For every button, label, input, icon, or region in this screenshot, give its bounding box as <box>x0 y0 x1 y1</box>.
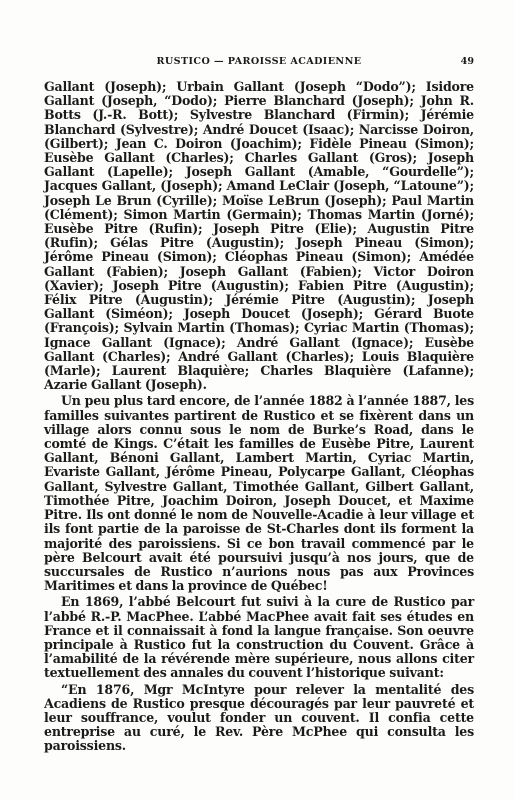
page-body <box>44 80 474 754</box>
page-header <box>44 56 474 72</box>
paragraph-macphee: En 1869, l’abbé Belcourt fut suivi à la cure de Rustico par l’abbé R.-P. MacPhee. L’abbé MacPhee avait fait ses études en France et il connaissait à fond la langue française. Son oeuvre principale à Rustico fut la construction du Couvent. Grâce à l’amabilité de la révérende mère supérieure, nous allons citer textuellement des annales du couvent l’historique suivant: <box>44 594 474 681</box>
page-number: 49 <box>460 56 474 67</box>
paragraph-family-list: Gallant (Joseph); Urbain Gallant (Joseph “Dodo”); Isidore Gallant (Joseph, “Dodo); Pierre Blanchard (Joseph); John R. Botts (J.-R. Bott); Sylvestre Blanchard (Firmin); Jérémie Blanchard (Sylvestre); André Doucet (Isaac); Narcisse Doiron, (Gilbert); Jean C. Doiron (Joachim); Fidèle Pineau (Simon); Eusèbe Gallant (Charles); Charles Gallant (Gros); Joseph Gallant (Lapelle); Joseph Gallant (Amable, “Gourdelle”); Jacques Gallant, (Joseph); Amand LeClair (Joseph, “Latoune”); Joseph Le Brun (Cyrille); Moïse LeBrun (Joseph); Paul Martin (Clément); Simon Martin (Germain); Thomas Martin (Jorné); Eusèbe Pitre (Rufin); Joseph Pitre (Elie); Augustin Pitre (Rufin); Gélas Pitre (Augustin); Joseph Pineau (Simon); Jérôme Pineau (Simon); Cléophas Pineau (Simon); Amédée Gallant (Fabien); Joseph Gallant (Fabien); Victor Doiron (Xavier); Joseph Pitre (Augustin); Fabien Pitre (Augustin); Félix Pitre (Augustin); Jérémie Pitre (Augustin); Joseph Gallant (Siméon); Joseph Doucet (Joseph); Gérard Buote (François); Sylvain Martin (Thomas); Cyriac Martin (Thomas); Ignace Gallant (Ignace); André Gallant (Ignace); Eusèbe Gallant (Charles); André Gallant (Charles); Louis Blaquière (Marle); Laurent Blaquière; Charles Blaquière (Lafanne); Azarie Gallant (Joseph). <box>44 79 474 393</box>
paragraph-convent-annals: “En 1876, Mgr McIntyre pour relever la mentalité des Acadiens de Rustico presque découragés par leur pauvreté et leur souffrance, voulut fonder un couvent. Il confia cette entreprise au curé, le Rev. Père McPhee qui consulta les paroissiens. <box>44 681 474 754</box>
running-title: RUSTICO — PAROISSE ACADIENNE <box>156 56 362 67</box>
paragraph-burkes-road: Un peu plus tard encore, de l’année 1882 à l’année 1887, les familles suivantes partirent de Rustico et se fixèrent dans un village alors connu sous le nom de Burke’s Road, dans le comté de Kings. C’était les familles de Eusèbe Pitre, Laurent Gallant, Bénoni Gallant, Lambert Martin, Cyriac Martin, Evariste Gallant, Jérôme Pineau, Polycarpe Gallant, Cléophas Gallant, Sylvestre Gallant, Timothée Gallant, Gilbert Gallant, Timothée Pitre, Joachim Doiron, Joseph Doucet, et Maxime Pitre. Ils ont donné le nom de Nouvelle-Acadie à leur village et ils font partie de la paroisse de St-Charles dont ils forment la majorité des paroissiens. Si ce bon travail commencé par le père Belcourt avait été poursuivi jusqu’à nos jours, que de succursales de Rustico n’aurions nous pas aux Provinces Maritimes et dans la province de Québec! <box>44 393 474 594</box>
